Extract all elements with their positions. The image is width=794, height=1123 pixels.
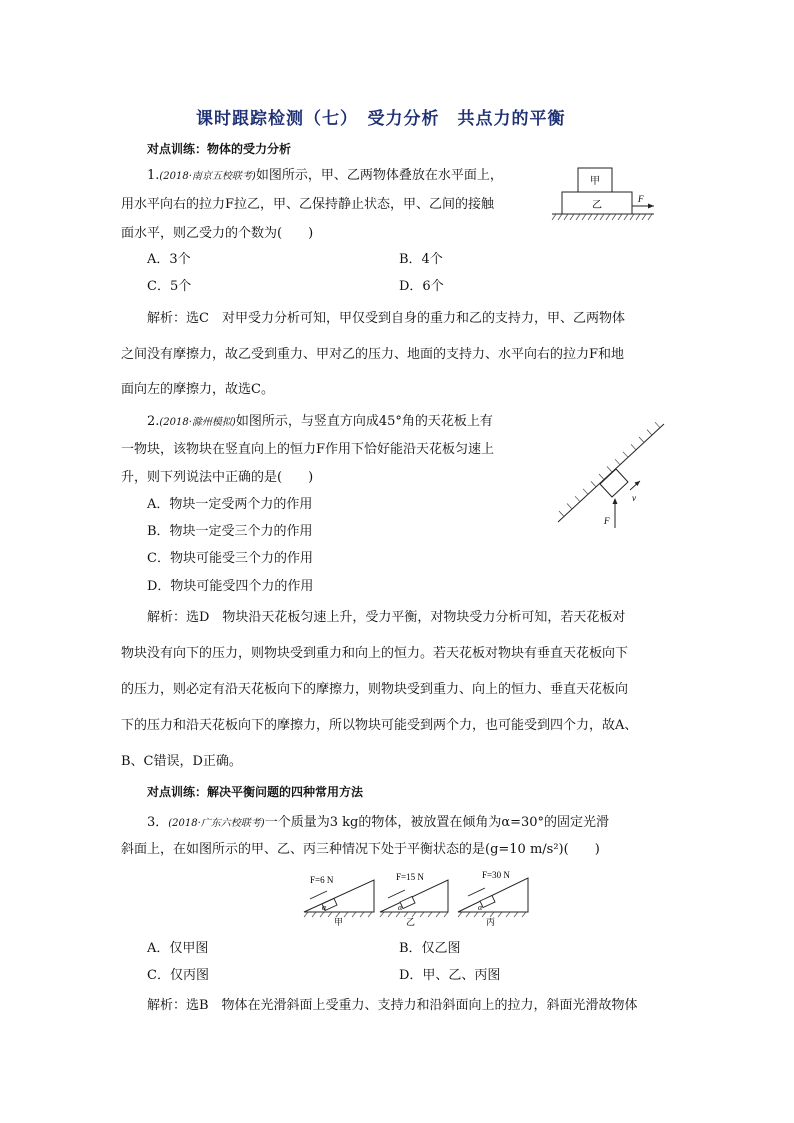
angle-label: α	[322, 903, 327, 912]
q3-option-d: D．甲、乙、丙图	[399, 968, 501, 983]
q2-line3: 升，则下列说法中正确的是( )	[121, 470, 314, 485]
q1-option-c: C．5个	[147, 279, 192, 294]
q1-source: (2018·南京五校联考)	[159, 171, 256, 182]
force-arrow	[388, 890, 405, 898]
q2-option-d: D．物块可能受四个力的作用	[147, 579, 314, 594]
q3-source: (2018·广东六校联考)	[168, 818, 265, 829]
angle-label: α	[478, 903, 483, 912]
ground-hatching	[552, 214, 652, 220]
force-label: F=30 N	[482, 870, 510, 880]
q1-analysis-line2: 之间没有摩擦力，故乙受到重力、甲对乙的压力、地面的支持力、水平向右的拉力F和地	[121, 347, 625, 362]
q3-number: 3．	[147, 815, 169, 830]
q1-option-d: D．6个	[399, 279, 444, 294]
q3-line2: 斜面上，在如图所示的甲、乙、丙三种情况下处于平衡状态的是(g=10 m/s²)( )	[121, 842, 600, 857]
q1-option-b: B．4个	[399, 252, 443, 267]
q3-text1: 一个质量为3 kg的物体，被放置在倾角为α=30°的固定光滑	[264, 815, 610, 830]
force-arrow-head	[648, 204, 654, 209]
q1-figure	[550, 164, 660, 230]
q1-line2: 用水平向右的拉力F拉乙，甲、乙保持静止状态，甲、乙间的接触	[121, 197, 495, 212]
q2-number: 2.	[147, 414, 160, 429]
q3-figure-yi	[376, 868, 454, 928]
q1-option-a: A．3个	[147, 252, 191, 267]
section-heading-2: 对点训练：解决平衡问题的四种常用方法	[147, 785, 364, 799]
force-label: F=15 N	[396, 872, 424, 882]
q1-analysis-line1: 解析：选C 对甲受力分析可知，甲仅受到自身的重力和乙的支持力，甲、乙两物体	[147, 311, 625, 326]
incline	[458, 878, 528, 912]
force-label: F	[638, 194, 644, 204]
q2-analysis-line1: 解析：选D 物块沿天花板匀速上升，受力平衡，对物块受力分析可知，若天花板对	[147, 610, 626, 625]
q1-line1	[147, 164, 503, 183]
incline	[380, 880, 448, 912]
figure-caption: 乙	[406, 917, 416, 927]
q2-analysis-line2: 物块没有向下的压力，则物块受到重力和向上的恒力。若天花板对物块有垂直天花板向下	[121, 646, 629, 661]
force-arrow	[310, 891, 327, 899]
q2-text1: 如图所示，与竖直方向成45°角的天花板上有	[235, 414, 493, 429]
q1-analysis-line3: 面向左的摩擦力，故选C。	[121, 382, 274, 397]
q2-analysis-line3: 的压力，则必定有沿天花板向下的摩擦力，则物块受到重力、向上的恒力、垂直天花板向	[121, 682, 629, 697]
q3-figure-jia	[300, 872, 378, 928]
q2-option-a: A．物块一定受两个力的作用	[147, 497, 313, 512]
ceiling-line	[558, 424, 664, 522]
figure-caption: 甲	[334, 917, 344, 927]
page-title: 课时跟踪检测（七） 受力分析 共点力的平衡	[196, 109, 566, 129]
q3-option-c: C．仅丙图	[147, 968, 209, 983]
force-arrow	[468, 888, 485, 896]
q2-line2: 一物块，该物块在竖直向上的恒力F作用下恰好能沿天花板匀速上	[121, 442, 495, 457]
q2-analysis-line4: 下的压力和沿天花板向下的摩擦力，所以物块可能受到两个力，也可能受到四个力，故A、	[121, 718, 638, 733]
q3-line1	[147, 811, 609, 830]
force-arrow-head	[613, 498, 618, 504]
figure-caption: 丙	[486, 917, 496, 927]
q3-analysis-line1: 解析：选B 物体在光滑斜面上受重力、支持力和沿斜面向上的拉力，斜面光滑故物体	[147, 998, 638, 1013]
q1-line3: 面水平，则乙受力的个数为( )	[121, 226, 314, 241]
block-yi-label: 乙	[592, 200, 602, 211]
q1-number: 1.	[147, 168, 160, 183]
section-heading-1: 对点训练：物体的受力分析	[147, 142, 292, 156]
q2-figure	[548, 420, 672, 532]
q2-option-c: C．物块可能受三个力的作用	[147, 551, 313, 566]
block-jia-label: 甲	[590, 176, 600, 187]
q3-figure-bing	[454, 864, 534, 928]
q2-option-b: B．物块一定受三个力的作用	[147, 524, 313, 539]
q1-text1: 如图所示，甲、乙两物体叠放在水平面上，	[255, 168, 503, 183]
block	[600, 469, 628, 497]
q3-option-b: B．仅乙图	[399, 941, 461, 956]
q3-option-a: A．仅甲图	[147, 941, 209, 956]
q2-source: (2018·滁州模拟)	[159, 417, 236, 428]
q2-analysis-line5: B、C错误，D正确。	[121, 754, 242, 769]
velocity-label: v	[632, 493, 636, 503]
angle-label: α	[398, 903, 403, 912]
force-label: F=6 N	[310, 875, 334, 885]
ceiling-hatching	[559, 422, 660, 516]
q2-line1	[147, 410, 493, 429]
force-label: F	[604, 516, 610, 526]
